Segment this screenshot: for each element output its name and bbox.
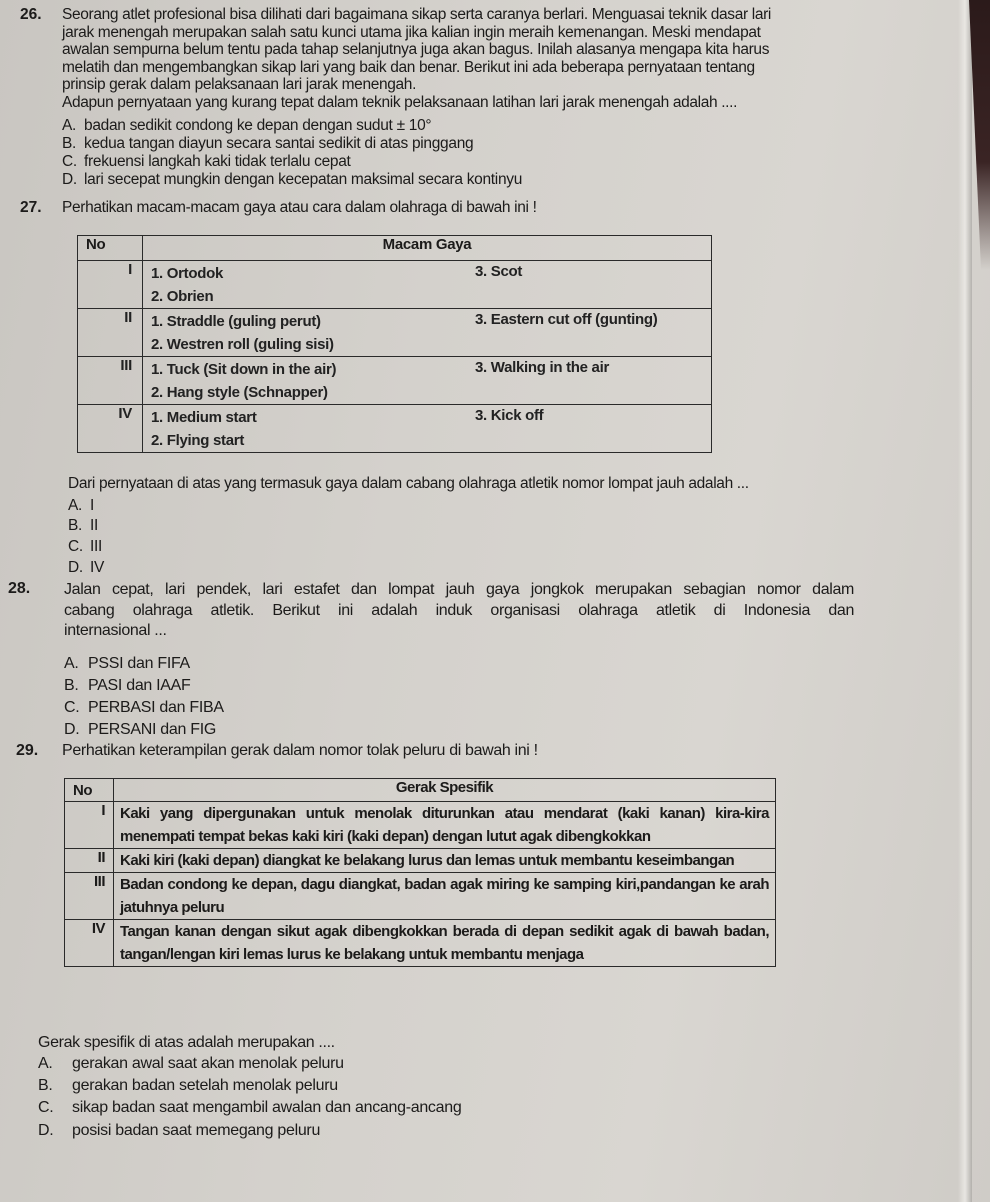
row-content: Kaki yang dipergunakan untuk menolak diturunkan atau mendarat (kaki kanan) kira-kira menempati tempat bekas kaki kiri (kaki depan) dengan lutut agak dibengkokkan [114,802,776,849]
option-a[interactable] [64,655,190,673]
question-stem: Adapun pernyataan yang kurang tepat dalam teknik pelaksanaan latihan lari jarak menengah adalah .... [62,93,738,111]
question-paragraph [64,580,854,642]
header-macam-gaya: Macam Gaya [143,236,712,261]
row-number: III [78,357,143,405]
styles-table [77,235,712,453]
table-row [78,309,712,357]
paragraph-line: internasional ... [64,622,167,639]
option-label: A. [38,1055,53,1072]
option-c[interactable] [62,153,351,171]
option-c[interactable] [38,1099,461,1117]
header-gerak-spesifik: Gerak Spesifik [114,779,776,802]
option-text: II [90,517,99,534]
paragraph-line: melatih dan mengembangkan sikap lari yang baik dan benar. Berikut ini ada beberapa pernyataan tentang [62,58,755,76]
question-number: 29. [16,742,39,759]
option-label: A. [64,655,79,672]
row-number: IV [65,920,114,967]
question-stem: Gerak spesifik di atas adalah merupakan .... [38,1034,335,1051]
table-row [78,405,712,453]
option-b[interactable] [68,517,98,535]
style-item: 3. Eastern cut off (gunting) [475,311,658,328]
table-header-row [65,779,776,802]
option-text: PSSI dan FIFA [88,655,190,672]
option-text: lari secepat mungkin dengan kecepatan maksimal secara kontinyu [84,171,523,188]
table-header-row [78,236,712,261]
style-item: 2. Hang style (Schnapper) [151,384,328,401]
option-text: IV [90,559,105,576]
option-text: PERSANI dan FIG [88,721,216,738]
style-item: 3. Walking in the air [475,359,610,376]
question-prompt: Perhatikan keterampilan gerak dalam nomor tolak peluru di bawah ini ! [62,742,538,759]
option-d[interactable] [38,1122,320,1140]
paragraph-line: cabang olahraga atletik. Berikut ini adalah induk organisasi olahraga atletik di Indonesia dan [64,601,854,619]
option-b[interactable] [38,1077,338,1095]
style-item: 2. Flying start [151,432,245,449]
option-c[interactable] [64,699,224,717]
table-row [65,802,776,849]
option-a[interactable] [62,117,431,135]
table-row [78,261,712,309]
paragraph-line: prinsip gerak dalam pelaksanaan lari jarak menengah. [62,76,417,93]
style-item: 2. Obrien [151,288,214,305]
row-content: Kaki kiri (kaki depan) diangkat ke belakang lurus dan lemas untuk membantu keseimbangan [114,849,776,873]
option-label: B. [62,135,77,152]
row-content: Badan condong ke depan, dagu diangkat, badan agak miring ke samping kiri,pandangan ke arah jatuhnya peluru [114,873,776,920]
option-label: D. [62,171,77,188]
table-row [65,873,776,920]
paragraph-line: Jalan cepat, lari pendek, lari estafet dan lompat jauh gaya jongkok merupakan sebagian nomor dalam [64,581,854,598]
table-row [65,849,776,873]
page-fold-edge [958,0,972,1202]
option-label: D. [64,721,80,738]
option-text: PERBASI dan FIBA [88,699,224,716]
question-number: 27. [20,199,42,216]
option-label: B. [38,1077,53,1094]
option-b[interactable] [64,677,191,695]
option-text: sikap badan saat mengambil awalan dan ancang-ancang [72,1099,462,1116]
table-row [78,357,712,405]
row-number: II [78,309,143,357]
row-number: I [65,802,114,849]
option-a[interactable] [38,1055,344,1073]
header-no: No [78,236,143,261]
option-text: III [90,538,103,555]
option-label: D. [38,1122,54,1139]
question-number: 26. [20,6,42,23]
option-text: badan sedikit condong ke depan dengan sudut ± 10° [84,117,432,134]
row-content [143,357,712,405]
style-item: 1. Tuck (Sit down in the air) [151,361,337,378]
option-text: gerakan badan setelah menolak peluru [72,1077,338,1094]
option-text: I [90,497,95,514]
row-number: I [78,261,143,309]
option-text: gerakan awal saat akan menolak peluru [72,1055,344,1072]
row-number: III [65,873,114,920]
style-item: 1. Straddle (guling perut) [151,313,321,330]
option-text: kedua tangan diayun secara santai sedikit di atas pinggang [84,135,474,152]
row-content: Tangan kanan dengan sikut agak dibengkokkan berada di depan sedikit agak di bawah badan, tangan/lengan kiri lemas lurus ke belakang untuk membantu menjaga [114,920,776,967]
question-paragraph [62,6,842,111]
option-text: posisi badan saat memegang peluru [72,1122,321,1139]
header-no: No [65,779,114,802]
row-content [143,309,712,357]
question-prompt: Perhatikan macam-macam gaya atau cara dalam olahraga di bawah ini ! [62,199,537,216]
gerak-spesifik-table [64,778,776,967]
option-label: B. [64,677,79,694]
row-content [143,405,712,453]
style-item: 1. Ortodok [151,265,224,282]
option-label: C. [64,699,80,716]
option-d[interactable] [62,171,522,189]
paragraph-line: awalan sempurna belum tentu pada tahap selanjutnya juga akan bagus. Inilah alasanya mengapa kita harus [62,41,770,58]
option-label: C. [62,153,77,170]
row-number: IV [78,405,143,453]
paragraph-line: jarak menengah merupakan salah satu kunci utama jika kalian ingin meraih kemenangan. Meski mendapat [62,23,761,41]
option-d[interactable] [64,721,216,739]
row-number: II [65,849,114,873]
style-item: 1. Medium start [151,409,257,426]
option-label: A. [62,117,77,134]
option-label: C. [38,1099,54,1116]
row-content [143,261,712,309]
option-text: frekuensi langkah kaki tidak terlalu cepat [84,153,351,170]
question-stem: Dari pernyataan di atas yang termasuk gaya dalam cabang olahraga atletik nomor lompat jauh adalah ... [68,475,749,492]
style-item: 3. Scot [475,263,523,280]
option-text: PASI dan IAAF [88,677,191,694]
style-item: 3. Kick off [475,407,544,424]
option-c[interactable] [68,538,102,556]
option-label: C. [68,538,83,555]
option-label: B. [68,517,83,534]
style-item: 2. Westren roll (guling sisi) [151,336,334,353]
option-a[interactable] [68,497,94,515]
option-label: A. [68,497,83,514]
paragraph-line: Seorang atlet profesional bisa dilihati dari bagaimana sikap serta caranya berlari. Menguasai teknik dasar lari [62,6,772,23]
question-number: 28. [8,580,31,597]
option-label: D. [68,559,83,576]
option-d[interactable] [68,559,104,577]
option-b[interactable] [62,135,473,153]
table-row [65,920,776,967]
